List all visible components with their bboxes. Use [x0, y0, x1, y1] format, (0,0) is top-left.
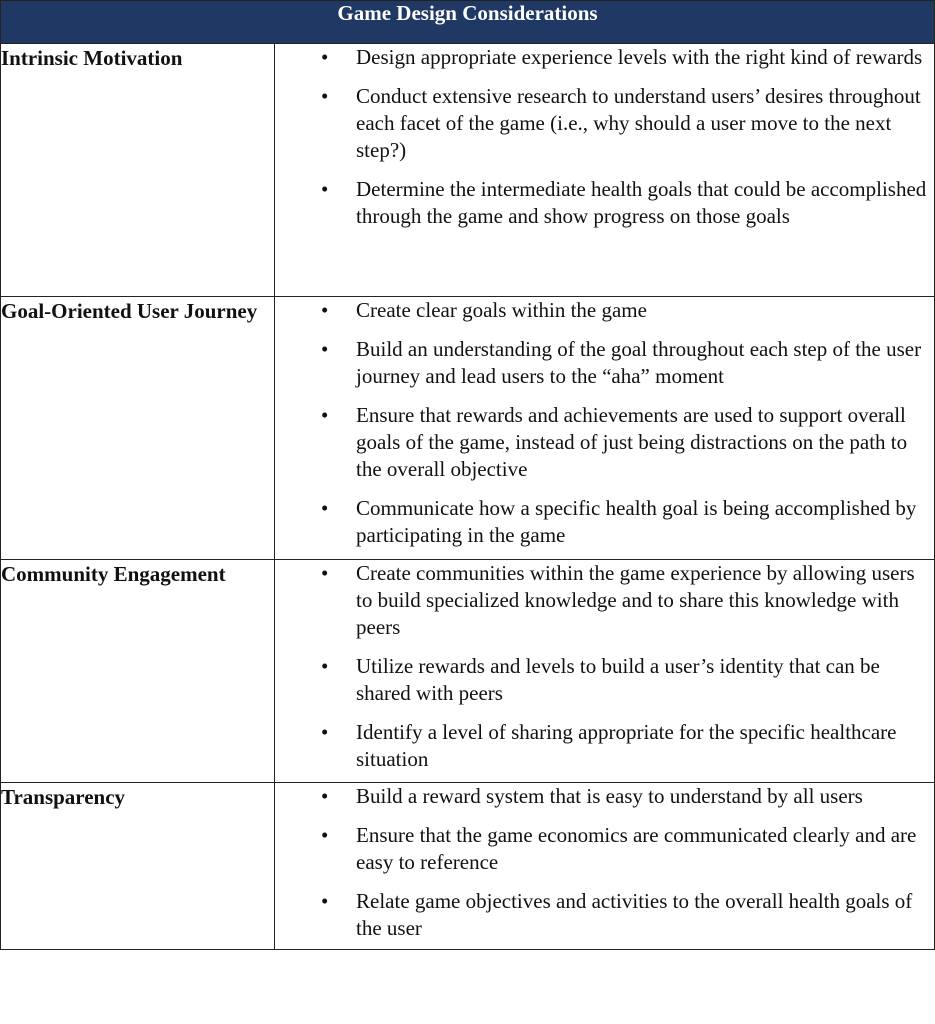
bullet-icon: •	[321, 403, 329, 427]
bullet-text: Ensure that rewards and achievements are used to support overall goals of the game, instead of just being distractions on the path to the overall objective	[356, 403, 908, 481]
bullet-text: Relate game objectives and activities to the overall health goals of the user	[356, 889, 913, 940]
points-cell	[275, 44, 935, 297]
list-item	[275, 83, 934, 164]
bullet-text: Ensure that the game economics are communicated clearly and are easy to reference	[356, 823, 917, 874]
bullet-icon: •	[321, 561, 329, 585]
table-header-row	[1, 1, 935, 44]
table-row	[1, 297, 935, 560]
table-row	[1, 44, 935, 297]
bullet-icon: •	[321, 337, 329, 361]
bullet-icon: •	[321, 84, 329, 108]
points-cell	[275, 783, 935, 950]
category-transparency: Transparency	[1, 783, 275, 950]
bullet-text: Create communities within the game experience by allowing users to build specialized knowledge and to share this knowledge with peers	[356, 561, 915, 639]
list-item	[275, 783, 934, 810]
category-intrinsic-motivation: Intrinsic Motivation	[1, 44, 275, 297]
bullet-icon: •	[321, 177, 329, 201]
bullet-text: Determine the intermediate health goals that could be accomplished through the game and show progress on those goals	[356, 177, 927, 228]
bullet-text: Design appropriate experience levels with the right kind of rewards	[356, 45, 923, 69]
list-item	[275, 336, 934, 390]
points-cell	[275, 297, 935, 560]
list-item	[275, 297, 934, 324]
table-row	[1, 783, 935, 950]
table-row	[1, 560, 935, 783]
bullet-text: Utilize rewards and levels to build a user’s identity that can be shared with peers	[356, 654, 880, 705]
list-item	[275, 44, 934, 71]
list-item	[275, 888, 934, 942]
list-item	[275, 653, 934, 707]
bullet-list	[275, 44, 934, 230]
list-item	[275, 719, 934, 773]
bullet-icon: •	[321, 45, 329, 69]
bullet-icon: •	[321, 654, 329, 678]
list-item	[275, 822, 934, 876]
bullet-icon: •	[321, 298, 329, 322]
bullet-text: Communicate how a specific health goal is being accomplished by participating in the game	[356, 496, 917, 547]
list-item	[275, 176, 934, 230]
bullet-text: Conduct extensive research to understand users’ desires throughout each facet of the game (i.e., why should a user move to the next step?)	[356, 84, 921, 162]
bullet-list	[275, 297, 934, 549]
category-goal-oriented-user-journey: Goal-Oriented User Journey	[1, 297, 275, 560]
list-item	[275, 560, 934, 641]
bullet-text: Build an understanding of the goal throughout each step of the user journey and lead users to the “aha” moment	[356, 337, 922, 388]
bullet-text: Build a reward system that is easy to understand by all users	[356, 784, 863, 808]
table-title: Game Design Considerations	[1, 1, 935, 44]
points-cell	[275, 560, 935, 783]
category-community-engagement: Community Engagement	[1, 560, 275, 783]
bullet-icon: •	[321, 496, 329, 520]
bullet-icon: •	[321, 720, 329, 744]
bullet-icon: •	[321, 823, 329, 847]
bullet-icon: •	[321, 889, 329, 913]
list-item	[275, 495, 934, 549]
bullet-list	[275, 783, 934, 942]
bullet-text: Create clear goals within the game	[356, 298, 647, 322]
bullet-text: Identify a level of sharing appropriate for the specific healthcare situation	[356, 720, 897, 771]
list-item	[275, 402, 934, 483]
bullet-icon: •	[321, 784, 329, 808]
bullet-list	[275, 560, 934, 773]
